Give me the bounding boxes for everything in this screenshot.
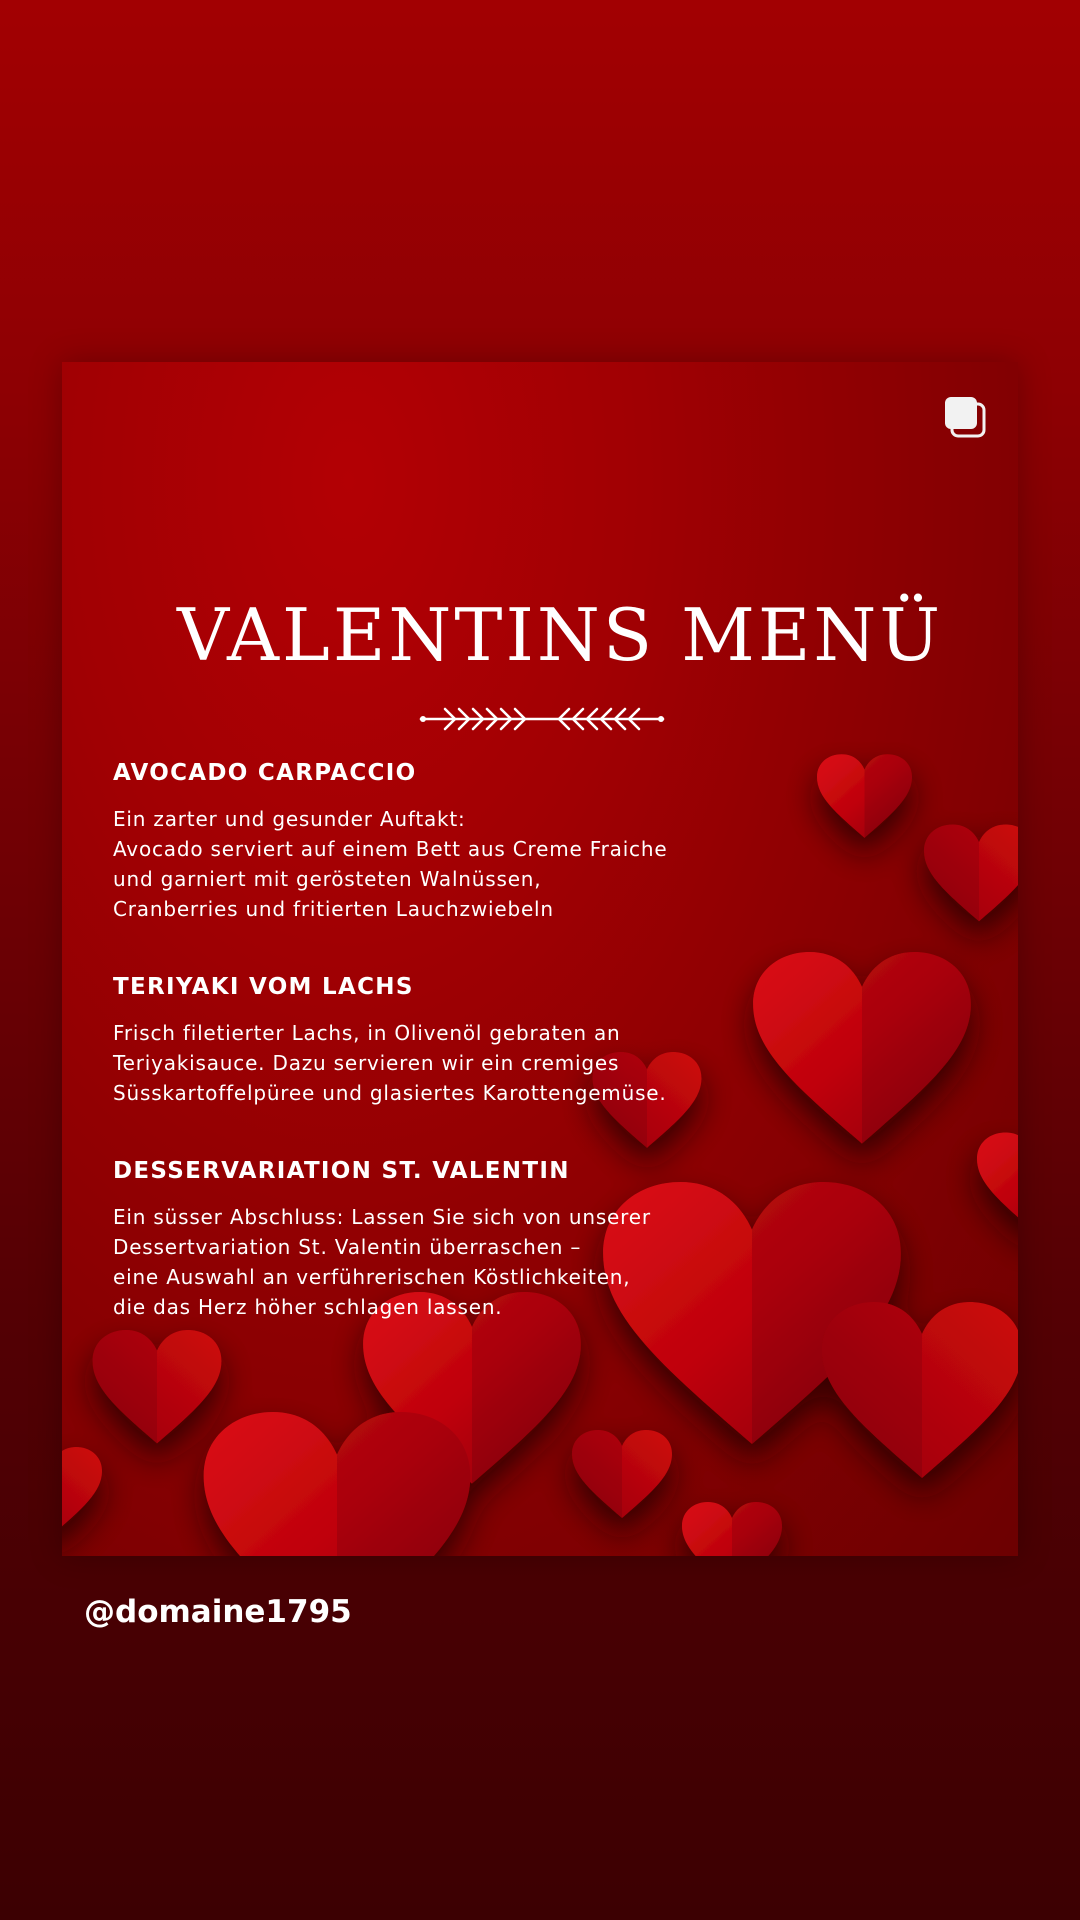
arrow-ornament-icon <box>417 702 667 736</box>
course-item <box>113 1156 833 1322</box>
description-line: eine Auswahl an verführerischen Köstlichkeiten, <box>113 1265 631 1289</box>
menu-course-list <box>113 758 833 1370</box>
heart-shape <box>822 1302 1018 1478</box>
description-line: Ein süsser Abschluss: Lassen Sie sich von unserer <box>113 1205 651 1229</box>
course-item <box>113 972 833 1108</box>
stacked-squares-icon[interactable] <box>942 394 988 440</box>
course-description <box>113 804 833 924</box>
heart-shape <box>924 825 1018 922</box>
course-item <box>113 758 833 924</box>
shared-post-card[interactable] <box>62 362 1018 1556</box>
description-line: Teriyakisauce. Dazu servieren wir ein cremiges <box>113 1051 620 1075</box>
description-line: Dessertvariation St. Valentin überraschen – <box>113 1235 582 1259</box>
heart-shape <box>62 1447 102 1535</box>
heart-shape <box>682 1502 782 1556</box>
description-line: Süsskartoffelpüree und glasiertes Karottengemüse. <box>113 1081 667 1105</box>
menu-title: VALENTINS MENÜ <box>176 593 944 677</box>
heart-shape <box>572 1430 672 1518</box>
account-mention-sticker[interactable]: @domaine1795 <box>84 1594 352 1630</box>
course-name: TERIYAKI VOM LACHS <box>113 974 414 1000</box>
heart-shape <box>204 1412 471 1556</box>
course-name: DESSERVARIATION ST. VALENTIN <box>113 1158 570 1184</box>
heart-shape <box>977 1133 1018 1230</box>
description-line: Frisch filetierter Lachs, in Olivenöl gebraten an <box>113 1021 621 1045</box>
course-description <box>113 1202 833 1322</box>
description-line: Avocado serviert auf einem Bett aus Creme Fraiche <box>113 837 668 861</box>
description-line: und garniert mit gerösteten Walnüssen, <box>113 867 542 891</box>
course-name: AVOCADO CARPACCIO <box>113 760 417 786</box>
description-line: Ein zarter und gesunder Auftakt: <box>113 807 466 831</box>
description-line: Cranberries und fritierten Lauchzwiebeln <box>113 897 554 921</box>
course-description <box>113 1018 833 1108</box>
description-line: die das Herz höher schlagen lassen. <box>113 1295 503 1319</box>
